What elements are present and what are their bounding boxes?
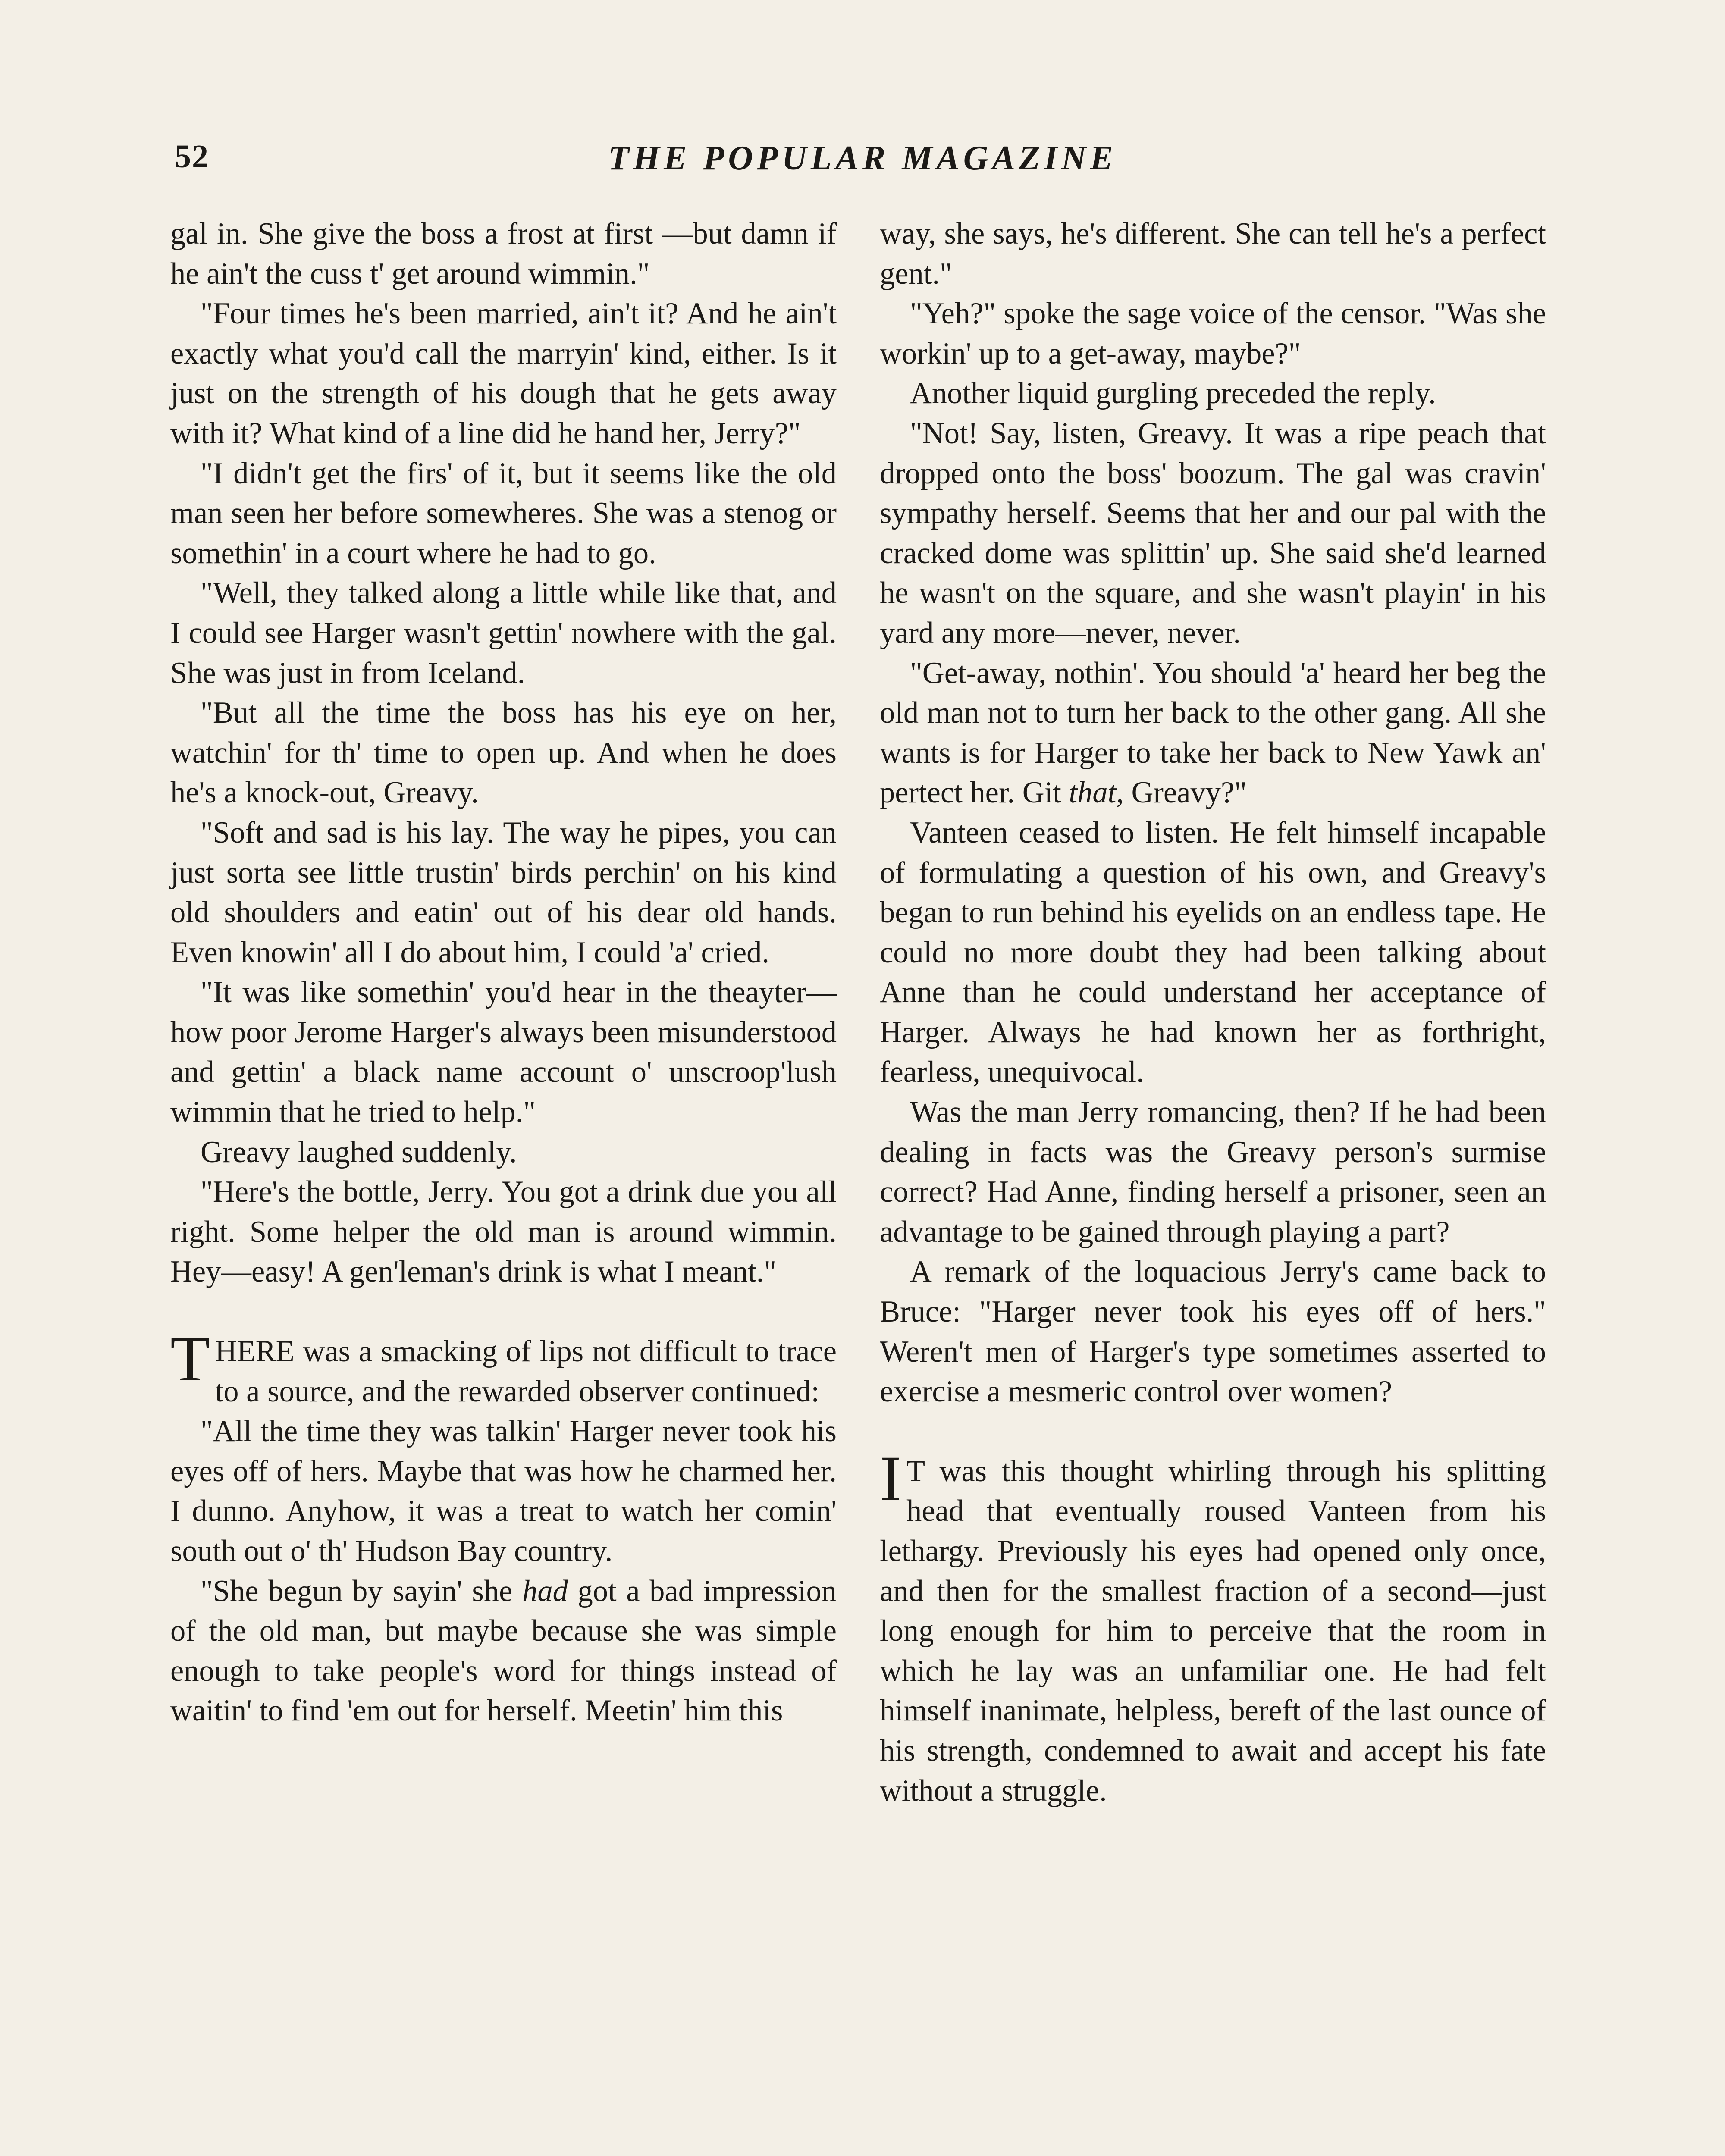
right-column [880,214,1546,1811]
drop-cap: I [880,1442,901,1514]
paragraph-text: T was this thought whirling through his splitting head that eventually roused Vanteen from his lethargy. Previously his eyes had opened only once, and then for the smallest fraction of a second—just long enough for him to perceive that the room in which he lay was an unfamiliar one. He had felt himself inanimate, helpless, bereft of the last ounce of his strength, condemned to await and accept his fate without a struggle. [880,1454,1546,1808]
section-break [170,1292,837,1332]
paragraph: "It was like somethin' you'd hear in the theayter—how poor Jerome Harger's always been misunderstood and gettin' a black name account o' unscroop'lush wimmin that he tried to help." [170,975,837,1129]
paragraph: "Yeh?" spoke the sage voice of the censor. "Was she workin' up to a get-away, maybe?" [880,297,1546,370]
paragraph: "Four times he's been married, ain't it? And he ain't exactly what you'd call the marryin' kind, either. Is it just on the strength of his dough that he gets away with it? What kind of a line did he hand her, Jerry?" [170,297,837,450]
paragraph: "But all the time the boss has his eye on her, watchin' for th' time to open up. And when he does he's a knock-out, Greavy. [170,696,837,810]
section-break [880,1412,1546,1451]
section-opening-paragraph [880,1442,1546,1811]
paragraph: "Get-away, nothin'. You should 'a' heard her beg the old man not to turn her back to the other gang. All she wants is for Harger to take her back to New Yawk an' pertect her. Git that, Greavy?" [880,656,1546,810]
paragraph: "She begun by sayin' she had got a bad impression of the old man, but maybe because she was simple enough to take people's word for things instead of waitin' to find 'em out for herself. Meetin' him this [170,1574,837,1728]
paragraph: Vanteen ceased to listen. He felt himself incapable of formulating a question of his own, and Greavy's began to run behind his eyelids on an endless tape. He could no more doubt they had been talking about Anne than he could understand her acceptance of Harger. Always he had known her as forthright, fearless, unequivocal. [880,815,1546,1089]
page-number: 52 [175,138,209,175]
paragraph: "Soft and sad is his lay. The way he pipes, you can just sorta see little trustin' birds perchin' on his kind old shoulders and eatin' out of his dear old hands. Even knowin' all I do about him, I could 'a' cried. [170,815,837,969]
paragraph: "Not! Say, listen, Greavy. It was a ripe peach that dropped onto the boss' boozum. The gal was cravin' sympathy herself. Seems that her and our pal with the cracked dome was splittin' up. She said she'd learned he wasn't on the square, and she wasn't playin' in his yard any more—never, never. [880,416,1546,650]
paragraph-text: HERE was a smacking of lips not difficult to trace to a source, and the rewarded observer continued: [215,1335,837,1408]
paragraph: Greavy laughed suddenly. [201,1135,517,1169]
paragraph: gal in. She give the boss a frost at first —but damn if he ain't the cuss t' get around wimmin." [170,217,837,291]
paragraph: "I didn't get the firs' of it, but it seems like the old man seen her before somewheres. She was a stenog or somethin' in a court where he had to go. [170,456,837,570]
paragraph: "All the time they was talkin' Harger never took his eyes off of hers. Maybe that was how he charmed her. I dunno. Anyhow, it was a treat to watch her comin' south out o' th' Hudson Bay country. [170,1414,837,1568]
drop-cap: T [170,1323,210,1395]
paragraph: Was the man Jerry romancing, then? If he had been dealing in facts was the Greavy person's surmise correct? Had Anne, finding herself a prisoner, seen an advantage to be gained through playing a part? [880,1095,1546,1249]
paragraph: A remark of the loquacious Jerry's came back to Bruce: "Harger never took his eyes off of hers." Weren't men of Harger's type sometimes asserted to exercise a mesmeric control over women? [880,1255,1546,1409]
paragraph: "Well, they talked along a little while like that, and I could see Harger wasn't gettin' nowhere with the gal. She was just in from Iceland. [170,576,837,690]
paragraph: Another liquid gurgling preceded the reply. [910,376,1436,411]
paragraph: way, she says, he's different. She can tell he's a perfect gent." [880,217,1546,291]
running-head: THE POPULAR MAGAZINE [608,139,1117,177]
left-column [170,214,837,1731]
paragraph: "Here's the bottle, Jerry. You got a drink due you all right. Some helper the old man is around wimmin. Hey—easy! A gen'leman's drink is what I meant." [170,1175,837,1289]
section-opening-paragraph [170,1323,837,1411]
